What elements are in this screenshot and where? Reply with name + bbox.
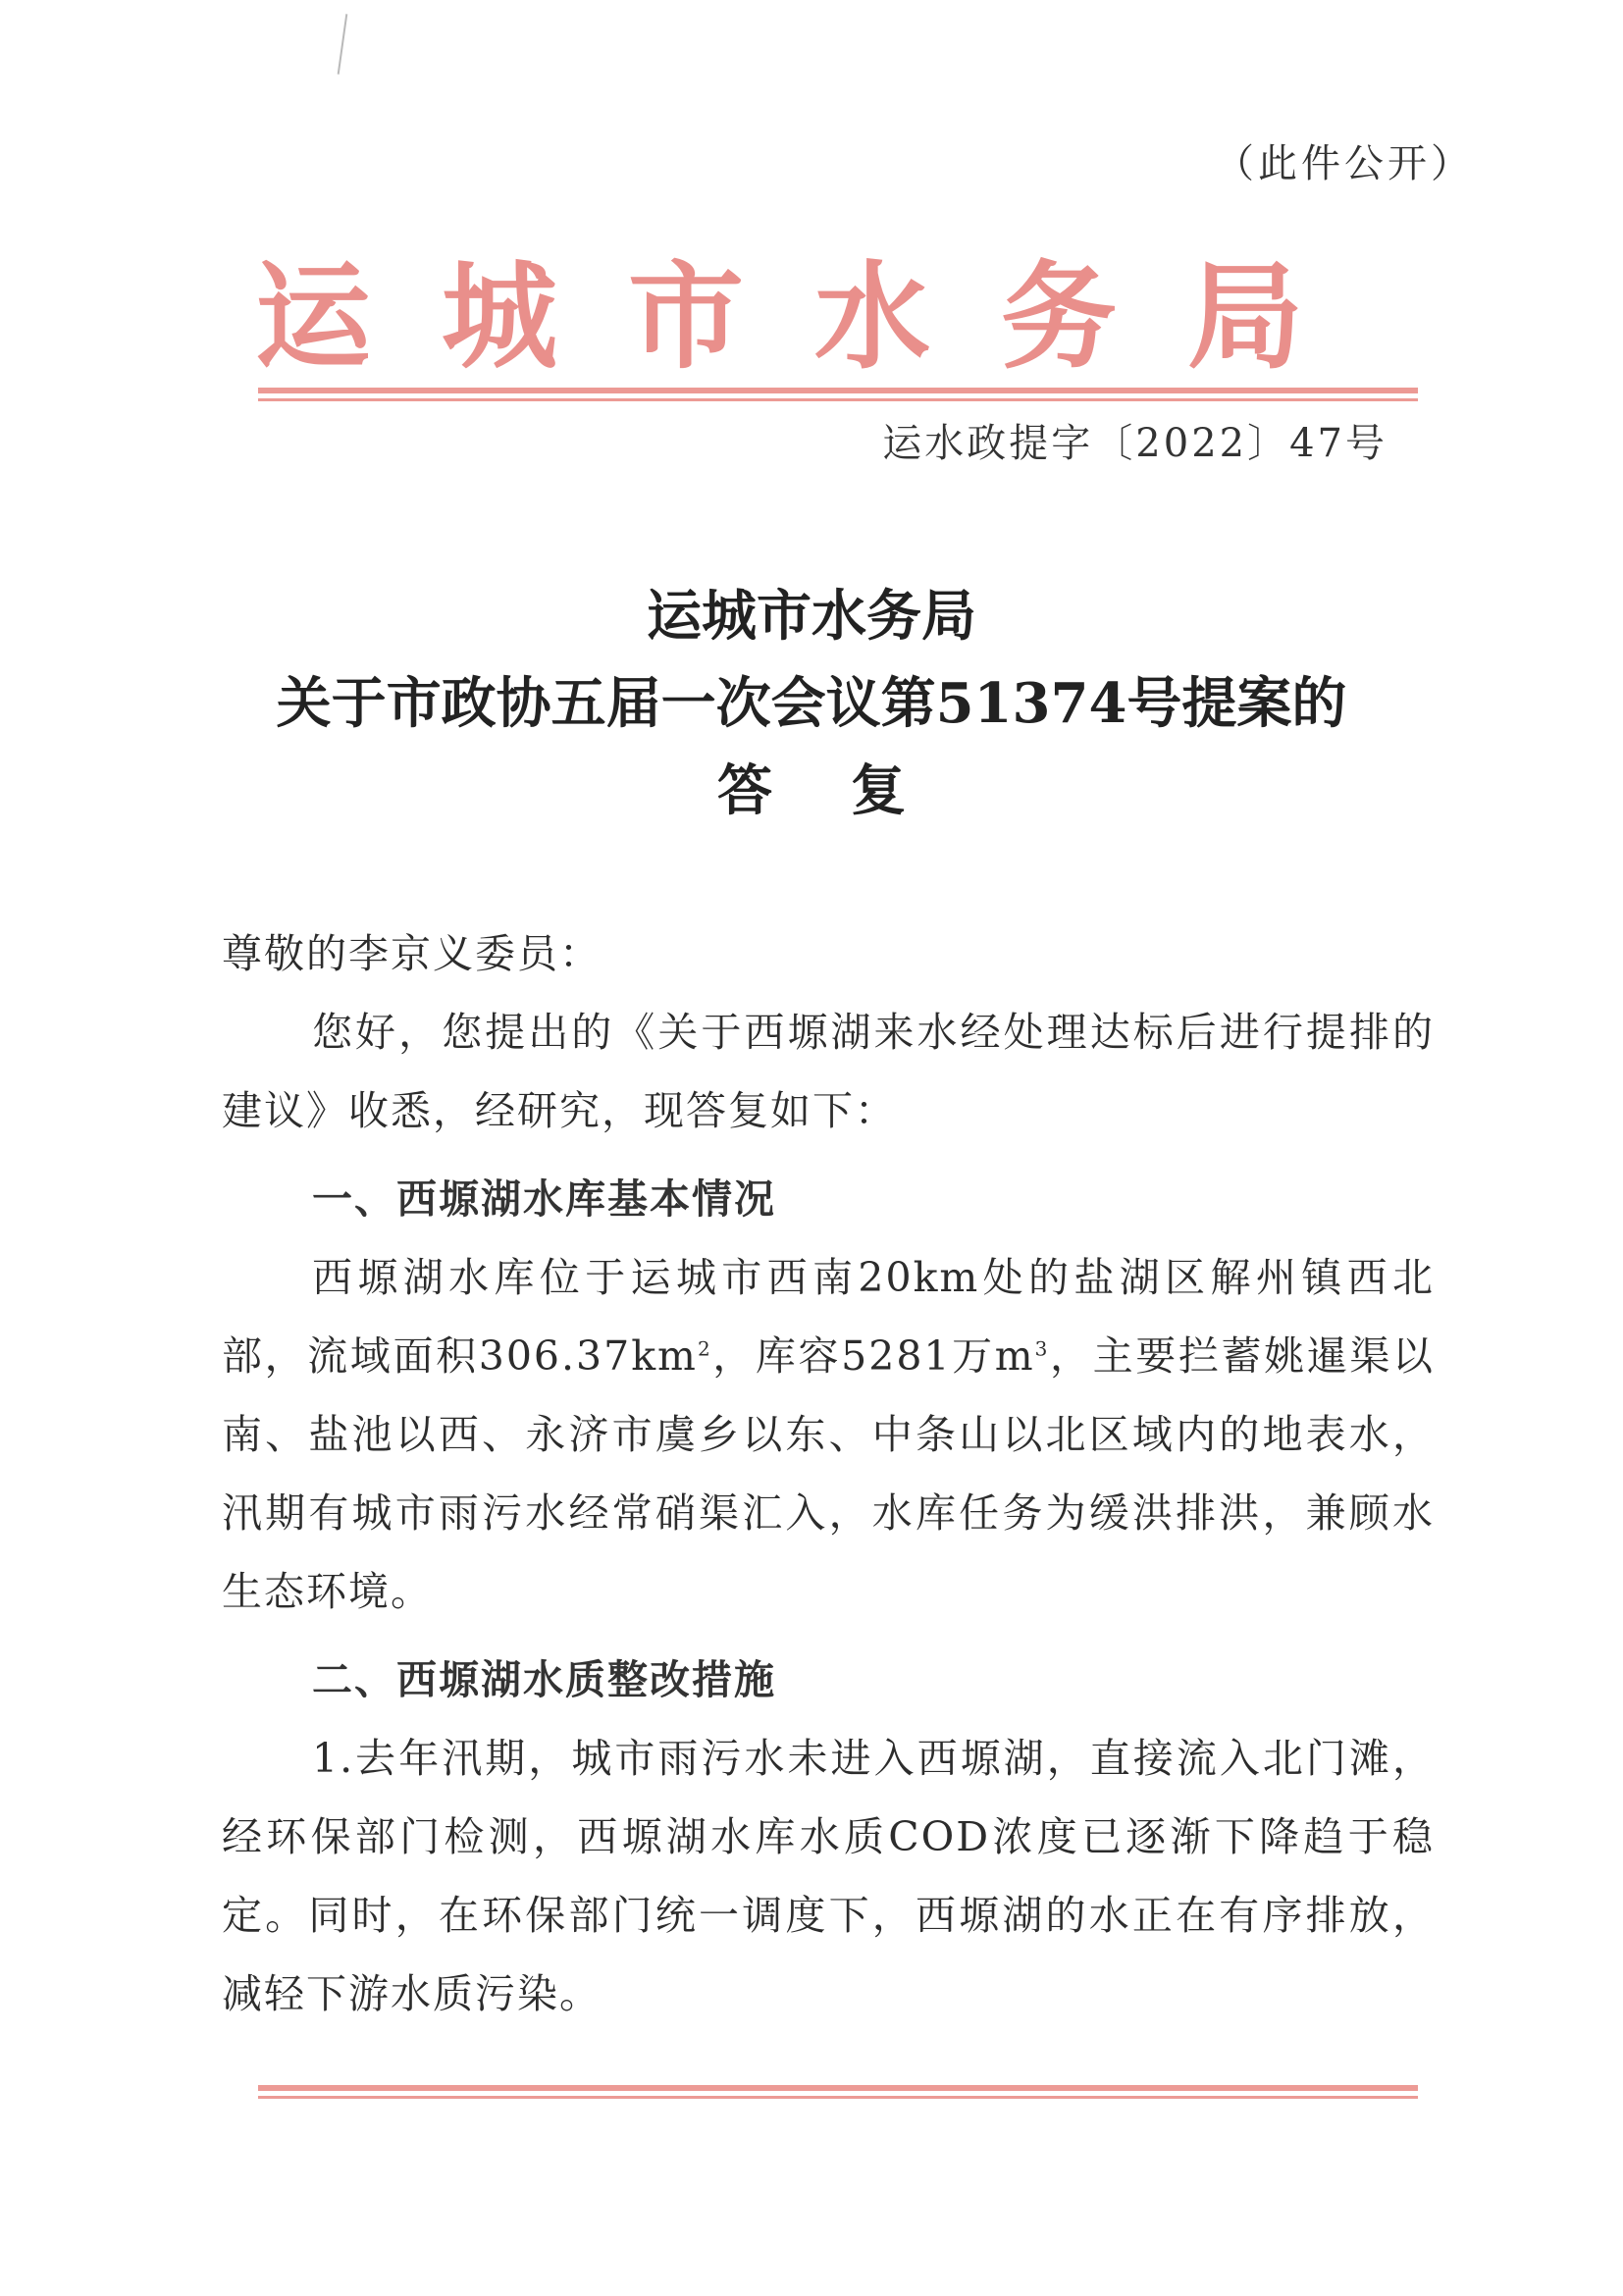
letter-body (222, 914, 1435, 2033)
section-1-text-b: ，库容5281万m (711, 1332, 1035, 1380)
area-unit-superscript: 2 (697, 1336, 712, 1361)
title-line-3: 答复 (717, 758, 984, 823)
disclosure-label: （此件公开） (1215, 141, 1474, 186)
letterhead-rule-thin (258, 398, 1418, 401)
scan-mark (338, 14, 348, 75)
footer-rule-thin (258, 2096, 1418, 2099)
title-line-2: 关于市政协五届一次会议第51374号提案的 (276, 671, 1347, 736)
section-1-text-c: ，主要拦蓄姚暹渠以南、盐池以西、永济市虞乡以东、中条山以北区域内的地表水，汛期有城市雨污水经常硝渠汇入，水库任务为缓洪排洪，兼顾水生态环境。 (222, 1332, 1435, 1615)
section-1-heading: 一、西塬湖水库基本情况 (312, 1175, 776, 1223)
footer-rule-thick (258, 2085, 1418, 2091)
org-letterhead: 运城市水务局 (255, 249, 1375, 385)
letterhead-rule-thick (258, 388, 1418, 393)
volume-unit-superscript: 3 (1034, 1336, 1050, 1361)
section-2-item-1: 1.去年汛期，城市雨污水未进入西塬湖，直接流入北门滩，经环保部门检测，西塬湖水库水质COD浓度已逐渐下降趋于稳定。同时，在环保部门统一调度下，西塬湖的水正在有序排放，减轻下游水质污染。 (222, 1735, 1435, 2017)
section-2-heading: 二、西塬湖水质整改措施 (312, 1656, 776, 1703)
intro-paragraph: 您好，您提出的《关于西塬湖来水经处理达标后进行提排的建议》收悉，经研究，现答复如下： (222, 1009, 1435, 1134)
section-1-text-a: 西塬湖水库位于运城市西南20km处的盐湖区解州镇西北部，流域面积306.37km (222, 1254, 1435, 1380)
salutation: 尊敬的李京义委员： (222, 930, 602, 977)
section-1-paragraph (222, 1238, 1435, 1631)
document-number: 运水政提字〔2022〕47号 (882, 421, 1387, 466)
title-line-1: 运城市水务局 (647, 584, 976, 649)
